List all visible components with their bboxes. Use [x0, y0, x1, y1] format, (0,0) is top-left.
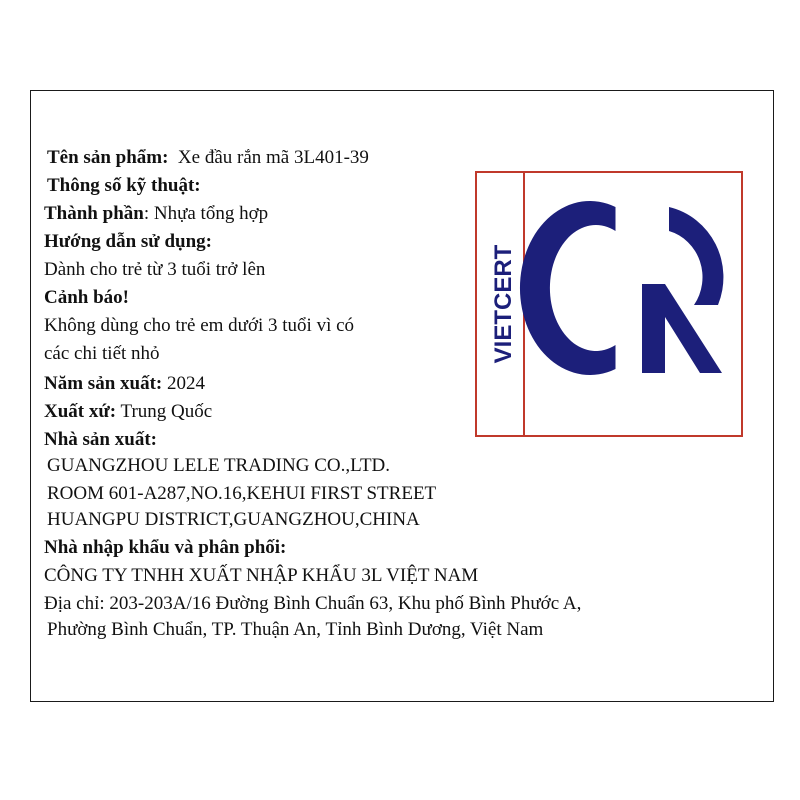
warning-text-line-1: Không dùng cho trẻ em dưới 3 tuổi vì có [44, 315, 355, 336]
product-name-label: Tên sản phẩm: [47, 147, 169, 168]
year-line [44, 372, 205, 396]
usage-heading [44, 230, 212, 254]
material-label: Thành phần [44, 203, 144, 224]
origin-line [44, 400, 212, 424]
product-name-value: Xe đầu rắn mã 3L401-39 [177, 147, 369, 168]
material-value: Nhựa tổng hợp [149, 203, 269, 224]
manufacturer-name: GUANGZHOU LELE TRADING CO.,LTD. [47, 455, 391, 476]
origin-value: Trung Quốc [116, 401, 213, 422]
importer-label: Nhà nhập khẩu và phân phối: [44, 537, 287, 558]
year-label: Năm sản xuất: [44, 373, 163, 394]
material-separator: : [143, 203, 150, 224]
product-name-line [47, 146, 369, 170]
vietcert-cr-logo [474, 170, 744, 438]
usage-value: Dành cho trẻ từ 3 tuổi trở lên [44, 259, 266, 280]
warning-label: Cảnh báo! [44, 287, 129, 308]
importer-address-line-1: Địa chỉ: 203-203A/16 Đường Bình Chuẩn 63, Khu phố Bình Phước A, [44, 593, 582, 614]
manufacturer-label: Nhà sản xuất: [44, 429, 157, 450]
manufacturer-address-line-1: ROOM 601-A287,NO.16,KEHUI FIRST STREET [47, 483, 437, 504]
importer-heading [44, 536, 286, 560]
origin-label: Xuất xứ: [44, 401, 117, 422]
importer-company: CÔNG TY TNHH XUẤT NHẬP KHẨU 3L VIỆT NAM [44, 565, 479, 586]
year-value: 2024 [162, 373, 205, 394]
importer-address-line-2: Phường Bình Chuẩn, TP. Thuận An, Tỉnh Bình Dương, Việt Nam [47, 619, 544, 640]
spec-label: Thông số kỹ thuật: [47, 175, 201, 196]
warning-heading [44, 286, 129, 310]
manufacturer-heading [44, 428, 157, 452]
spec-heading [47, 174, 201, 198]
vietcert-text: VIETCERT [490, 244, 517, 364]
material-line [44, 202, 268, 226]
warning-text-line-2: các chi tiết nhỏ [44, 343, 160, 364]
usage-label: Hướng dẫn sử dụng: [44, 231, 212, 252]
manufacturer-address-line-2: HUANGPU DISTRICT,GUANGZHOU,CHINA [47, 509, 420, 530]
